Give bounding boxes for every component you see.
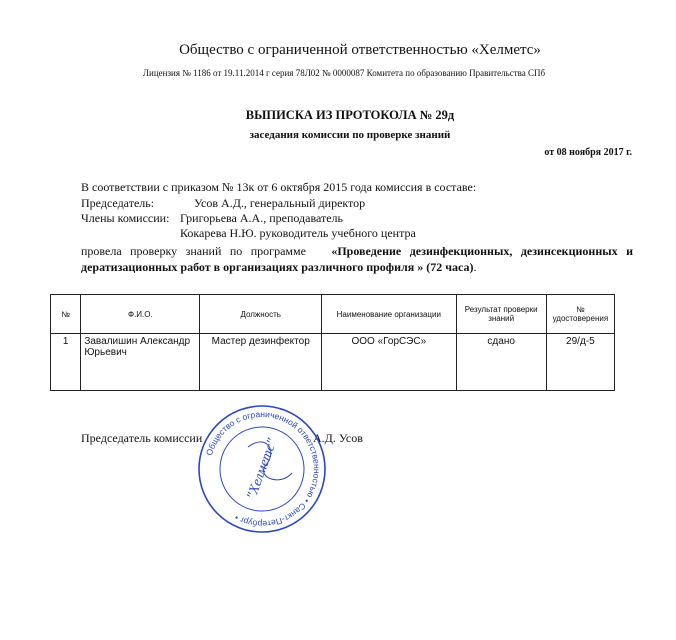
cell-fio: Завалишин Александр Юрьевич [81, 334, 200, 391]
program-name: «Проведение дезинфекционных, дезинсекционных и дератизационных работ в организациях различного профиля » (72 часа) [81, 244, 633, 274]
signature-label: Председатель комиссии [81, 431, 203, 445]
seal-stamp [196, 403, 328, 535]
cell-number: 1 [51, 334, 81, 391]
cell-position: Мастер дезинфектор [200, 334, 322, 391]
program-suffix: . [473, 260, 477, 274]
chair-value: Усов А.Д., генеральный директор [194, 196, 366, 210]
header-position: Должность [200, 295, 322, 334]
seal-outer-text: Общество с ограниченной ответственностью • Санкт-Петербург • [203, 408, 323, 530]
header-result: Результат проверки знаний [456, 295, 546, 334]
cell-certificate: 29/д-5 [546, 334, 614, 391]
program-paragraph [81, 243, 633, 275]
member-1: Григорьева А.А., преподаватель [180, 211, 344, 225]
document-date: от 08 ноября 2017 г. [544, 147, 632, 158]
document-subtitle: заседания комиссии по проверке знаний [249, 129, 451, 141]
member-2: Кокарева Н.Ю. руководитель учебного центра [180, 226, 416, 240]
cell-organization: ООО «ГорСЭС» [322, 334, 457, 391]
license-line: Лицензия № 1186 от 19.11.2014 г серия 78Л02 № 0000087 Комитета по образованию Правительства СПб [142, 68, 546, 78]
table-row [51, 334, 615, 391]
header-number: № [51, 295, 81, 334]
members-label: Члены комиссии: [81, 211, 170, 225]
header-fio: Ф.И.О. [81, 295, 200, 334]
document-title: ВЫПИСКА ИЗ ПРОТОКОЛА № 29д [245, 108, 455, 122]
seal-center-text: "Хелметс" [244, 436, 281, 502]
signature-name: А.Д. Усов [313, 431, 363, 445]
organization-name: Общество с ограниченной ответственностью «Хелметс» [179, 42, 541, 58]
chair-label: Председатель: [81, 196, 155, 210]
results-table [50, 294, 615, 391]
cell-result: сдано [456, 334, 546, 391]
program-prefix: провела проверку знаний по программе [81, 244, 306, 258]
commission-intro: В соответствии с приказом № 13к от 6 октября 2015 года комиссия в составе: [81, 180, 477, 194]
table-header-row [51, 295, 615, 334]
header-organization: Наименование организации [322, 295, 457, 334]
header-certificate: № удостоверения [546, 295, 614, 334]
